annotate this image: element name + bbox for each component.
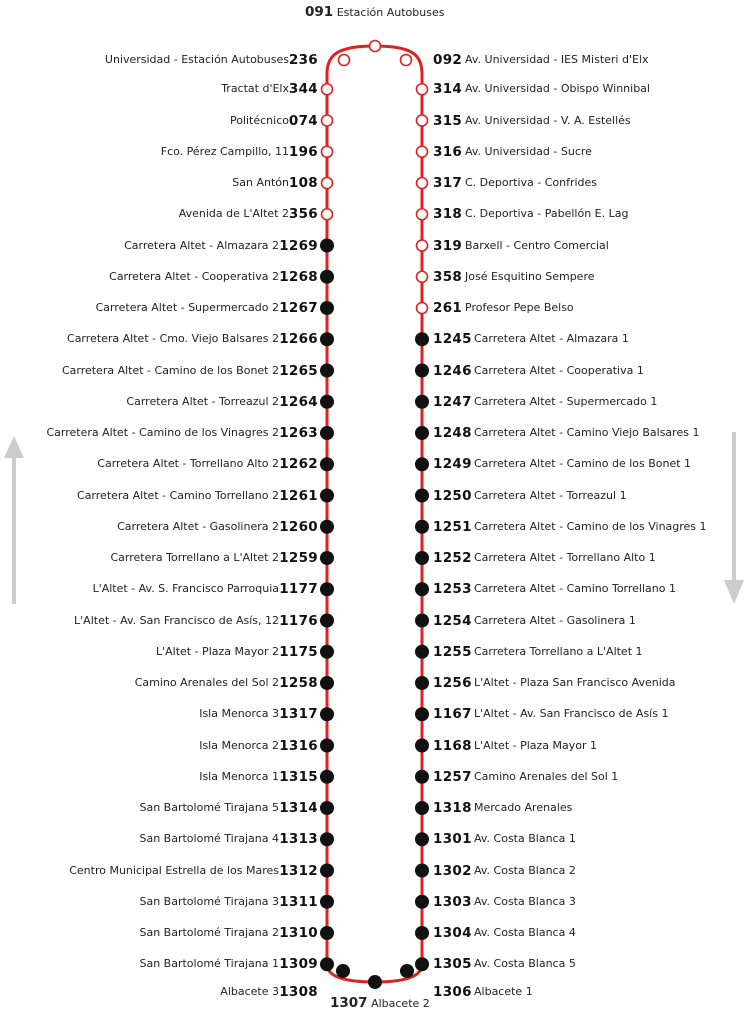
stop-name-left: Carretera Altet - Gasolinera 2 — [117, 519, 279, 533]
stop-marker-left — [320, 676, 334, 690]
stop-marker-left — [322, 84, 333, 95]
stop-code-left: 1269 — [279, 237, 318, 254]
stop-marker-right — [415, 395, 429, 409]
stop-name-left: San Bartolomé Tirajana 4 — [139, 832, 279, 846]
stop-name-left: Carretera Altet - Cmo. Viejo Balsares 2 — [67, 332, 279, 346]
stop-code-right: 316 — [433, 143, 463, 160]
stop-marker-right — [415, 957, 429, 971]
stop-marker-right — [415, 645, 429, 659]
stop-code-left: 1315 — [279, 768, 318, 785]
top-stop-label — [305, 5, 444, 20]
stop-name-right: L'Altet - Plaza Mayor 1 — [474, 738, 598, 752]
stop-code-right: 1303 — [433, 893, 472, 910]
stop-code-right: 318 — [433, 206, 463, 223]
stop-marker-right — [417, 115, 428, 126]
stop-code-right: 314 — [433, 81, 463, 98]
stop-marker-left — [320, 301, 334, 315]
stop-name-left: Isla Menorca 1 — [199, 769, 279, 783]
stop-name-right: Albacete 1 — [474, 985, 533, 998]
stop-marker-right — [415, 801, 429, 815]
stop-marker-right — [415, 739, 429, 753]
stop-code-right: 1252 — [433, 550, 472, 566]
stop-name-right: Av. Costa Blanca 5 — [474, 957, 576, 971]
stop-code-right: 1246 — [433, 362, 472, 379]
stop-marker-right — [415, 520, 429, 534]
stop-code-left: 1263 — [279, 425, 318, 441]
stop-name-left: San Bartolomé Tirajana 2 — [139, 926, 279, 939]
stop-marker-left — [339, 55, 350, 66]
stop-code-left: 1176 — [279, 612, 318, 629]
stop-name-left: Tractat d'Elx — [221, 82, 289, 96]
stop-marker-right — [415, 332, 429, 346]
stop-marker-left — [320, 770, 334, 784]
stop-code-right: 1251 — [433, 518, 472, 535]
stop-code-left: 1262 — [279, 456, 318, 473]
stop-name-right: Camino Arenales del Sol 1 — [474, 769, 619, 783]
stop-code-right: 1255 — [433, 643, 472, 660]
stop-name-right: Carretera Altet - Torreazul 1 — [474, 488, 627, 502]
stop-code-left: 1308 — [279, 984, 318, 1000]
stop-code-right: 358 — [433, 268, 463, 285]
bottom-stop-code: 1307 — [330, 995, 368, 1011]
top-stop-name: Estación Autobuses — [336, 6, 445, 19]
stop-code-left: 1311 — [279, 893, 318, 910]
stop-code-right: 315 — [433, 112, 463, 129]
stop-code-left: 108 — [288, 175, 318, 191]
stop-name-left: Isla Menorca 2 — [199, 738, 279, 752]
stop-marker-left — [322, 115, 333, 126]
stop-name-right: Av. Costa Blanca 4 — [474, 926, 576, 939]
stop-code-right: 1302 — [433, 862, 472, 879]
down-arrow-icon — [724, 432, 744, 604]
stop-name-left: Carretera Altet - Almazara 2 — [124, 238, 279, 252]
stop-marker-right — [415, 426, 429, 440]
stop-code-left: 1317 — [279, 706, 318, 723]
stop-name-left: San Bartolomé Tirajana 3 — [139, 894, 279, 908]
top-stop-code: 091 — [305, 4, 334, 20]
stop-marker-left — [322, 178, 333, 189]
stop-name-left: Fco. Pérez Campillo, 11 — [160, 144, 289, 158]
stop-code-left: 1316 — [279, 737, 318, 754]
stop-code-left: 1261 — [279, 487, 318, 504]
stop-code-left: 1309 — [279, 956, 318, 973]
stop-code-right: 092 — [433, 52, 463, 68]
stop-name-right: L'Altet - Av. San Francisco de Asís 1 — [474, 707, 669, 721]
stop-code-right: 1253 — [433, 581, 472, 598]
stop-name-right: Carretera Altet - Camino de los Bonet 1 — [474, 457, 692, 471]
stop-name-left: San Bartolomé Tirajana 1 — [139, 957, 279, 971]
stop-code-right: 317 — [433, 175, 463, 191]
stop-marker-left — [320, 957, 334, 971]
stop-marker-right — [417, 84, 428, 95]
stop-name-left: Carretera Altet - Torreazul 2 — [126, 394, 279, 408]
stop-marker-left — [320, 895, 334, 909]
stop-name-right: Carretera Altet - Almazara 1 — [474, 332, 629, 346]
stop-name-right: Av. Universidad - Sucre — [465, 144, 592, 158]
stop-code-left: 1310 — [279, 925, 318, 941]
stop-marker-left — [320, 457, 334, 471]
stop-code-right: 1256 — [433, 675, 472, 691]
stop-marker-right — [415, 614, 429, 628]
stop-name-left: Carretera Altet - Camino de los Vinagres 2 — [46, 426, 279, 439]
stop-code-left: 196 — [288, 143, 318, 160]
stop-name-right: Carretera Altet - Cooperativa 1 — [474, 363, 644, 377]
stop-marker-right — [415, 676, 429, 690]
stop-marker-right — [417, 303, 428, 314]
stop-code-left: 344 — [288, 81, 318, 98]
stop-marker-left — [320, 801, 334, 815]
stop-code-right: 1257 — [433, 768, 472, 785]
stop-marker-right — [415, 364, 429, 378]
stop-name-left: L'Altet - Av. S. Francisco Parroquia — [92, 582, 279, 596]
stop-name-right: Carretera Torrellano a L'Altet 1 — [474, 644, 643, 658]
stop-code-left: 356 — [288, 206, 318, 223]
stop-code-left: 1266 — [279, 331, 318, 348]
stop-name-right: Carretera Altet - Torrellano Alto 1 — [474, 551, 656, 564]
stop-name-right: Av. Universidad - Obispo Winnibal — [465, 82, 650, 96]
stop-marker-right — [417, 146, 428, 157]
stop-code-right: 1305 — [433, 956, 472, 973]
stop-name-left: Avenida de L'Altet 2 — [178, 207, 289, 221]
stop-name-right: Av. Costa Blanca 3 — [474, 894, 576, 908]
stop-marker-left — [320, 582, 334, 596]
stop-name-right: L'Altet - Plaza San Francisco Avenida — [474, 676, 676, 689]
stop-marker-right — [417, 240, 428, 251]
stop-code-right: 1318 — [433, 800, 472, 816]
stop-name-left: Carretera Altet - Camino de los Bonet 2 — [61, 363, 279, 377]
stop-marker-right — [417, 178, 428, 189]
stop-code-left: 1268 — [279, 268, 318, 285]
bottom-stop-name: Albacete 2 — [371, 997, 430, 1010]
stop-marker-right — [417, 271, 428, 282]
stop-code-right: 319 — [433, 237, 463, 254]
stop-marker-left — [320, 739, 334, 753]
stop-marker-left — [320, 520, 334, 534]
stop-name-left: L'Altet - Av. San Francisco de Asís, 12 — [74, 613, 279, 627]
stop-marker-left — [320, 864, 334, 878]
stop-marker-right — [400, 964, 414, 978]
stop-code-left: 1177 — [279, 581, 318, 598]
stop-marker-right — [417, 209, 428, 220]
stop-name-right: Av. Universidad - IES Misteri d'Elx — [465, 53, 649, 66]
up-arrow-shaft — [12, 456, 16, 604]
stop-code-left: 1260 — [279, 518, 318, 535]
stop-code-left: 1264 — [279, 393, 318, 410]
stop-code-left: 1265 — [279, 362, 318, 379]
stop-marker-right — [415, 895, 429, 909]
stop-code-right: 261 — [433, 300, 463, 316]
stop-marker-left — [336, 964, 350, 978]
stop-name-left: Carretera Altet - Cooperativa 2 — [109, 269, 279, 283]
stop-code-right: 1304 — [433, 925, 472, 941]
stop-code-left: 1175 — [279, 643, 318, 660]
stop-name-right: Av. Universidad - V. A. Estellés — [465, 113, 631, 127]
stop-code-right: 1167 — [433, 706, 472, 723]
stop-marker-right — [415, 770, 429, 784]
stop-name-right: Av. Costa Blanca 2 — [474, 863, 576, 877]
stop-code-right: 1168 — [433, 737, 472, 754]
stop-marker-right — [415, 832, 429, 846]
stop-name-right: Carretera Altet - Camino Torrellano 1 — [474, 582, 676, 596]
stop-marker-right — [415, 926, 429, 940]
stop-code-right: 1248 — [433, 425, 472, 441]
stop-name-right: Av. Costa Blanca 1 — [474, 832, 576, 846]
stop-marker-right — [415, 457, 429, 471]
stop-name-left: San Antón — [232, 176, 289, 189]
stop-code-left: 1259 — [279, 550, 318, 566]
bottom-stop-label — [330, 996, 430, 1011]
stop-code-right: 1249 — [433, 456, 472, 473]
stop-name-left: Universidad - Estación Autobuses — [104, 53, 289, 66]
stop-name-left: Carretera Altet - Supermercado 2 — [95, 301, 279, 314]
up-arrow-head — [4, 436, 24, 458]
stop-name-left: Isla Menorca 3 — [199, 707, 279, 721]
stop-code-left: 1258 — [279, 675, 318, 691]
stop-code-left: 1267 — [279, 300, 318, 316]
stop-marker-bottom — [368, 975, 382, 989]
route-line — [327, 46, 422, 982]
down-arrow-shaft — [732, 432, 736, 582]
stop-marker-left — [320, 239, 334, 253]
stop-code-left: 1313 — [279, 831, 318, 848]
stop-code-right: 1306 — [433, 984, 472, 1000]
stop-code-right: 1301 — [433, 831, 472, 848]
stop-name-right: Carretera Altet - Camino de los Vinagres 1 — [474, 519, 707, 533]
stop-name-right: José Esquitino Sempere — [465, 269, 595, 283]
stop-marker-top — [370, 41, 381, 52]
stop-code-right: 1254 — [433, 612, 472, 629]
stop-name-right: Carretera Altet - Supermercado 1 — [474, 394, 658, 408]
stop-name-right: Carretera Altet - Gasolinera 1 — [474, 613, 636, 627]
stop-marker-left — [322, 209, 333, 220]
down-arrow-head — [724, 580, 744, 604]
stop-marker-left — [320, 332, 334, 346]
stop-name-left: Albacete 3 — [220, 985, 279, 998]
stop-marker-left — [320, 270, 334, 284]
stop-marker-left — [320, 426, 334, 440]
stop-name-left: San Bartolomé Tirajana 5 — [139, 801, 279, 814]
stop-name-left: Carretera Altet - Camino Torrellano 2 — [77, 488, 279, 502]
stop-marker-right — [415, 707, 429, 721]
stop-code-left: 1312 — [279, 862, 318, 879]
stop-name-right: C. Deportiva - Pabellón E. Lag — [465, 207, 629, 221]
stop-marker-left — [322, 146, 333, 157]
stop-marker-right — [415, 551, 429, 565]
stop-marker-right — [401, 55, 412, 66]
stop-code-left: 074 — [288, 112, 318, 129]
stop-name-left: Centro Municipal Estrella de los Mares — [69, 863, 279, 877]
stop-name-left: Politécnico — [229, 113, 289, 127]
stop-marker-left — [320, 364, 334, 378]
stop-marker-left — [320, 707, 334, 721]
stop-code-left: 1314 — [279, 800, 318, 816]
up-arrow-icon — [4, 436, 24, 604]
stop-marker-left — [320, 645, 334, 659]
stop-marker-right — [415, 489, 429, 503]
stop-name-right: Barxell - Centro Comercial — [465, 238, 609, 252]
stop-name-right: Mercado Arenales — [474, 801, 573, 814]
stop-marker-left — [320, 489, 334, 503]
stop-name-left: Carretera Altet - Torrellano Alto 2 — [97, 457, 279, 471]
stop-marker-right — [415, 864, 429, 878]
stop-code-right: 1250 — [433, 487, 472, 504]
stop-marker-left — [320, 832, 334, 846]
stop-name-right: C. Deportiva - Confrides — [465, 176, 598, 189]
stop-name-left: Camino Arenales del Sol 2 — [134, 676, 279, 689]
stop-marker-right — [415, 582, 429, 596]
stop-marker-left — [320, 614, 334, 628]
stop-marker-left — [320, 926, 334, 940]
stop-marker-left — [320, 551, 334, 565]
stops-layer — [320, 41, 429, 990]
stop-name-right: Profesor Pepe Belso — [465, 301, 574, 314]
stop-code-right: 1247 — [433, 393, 472, 410]
stop-name-left: Carretera Torrellano a L'Altet 2 — [110, 551, 279, 564]
stop-code-right: 1245 — [433, 331, 472, 348]
stop-code-left: 236 — [288, 52, 318, 68]
stop-name-right: Carretera Altet - Camino Viejo Balsares 1 — [474, 426, 700, 439]
stop-name-left: L'Altet - Plaza Mayor 2 — [155, 644, 279, 658]
stop-marker-left — [320, 395, 334, 409]
